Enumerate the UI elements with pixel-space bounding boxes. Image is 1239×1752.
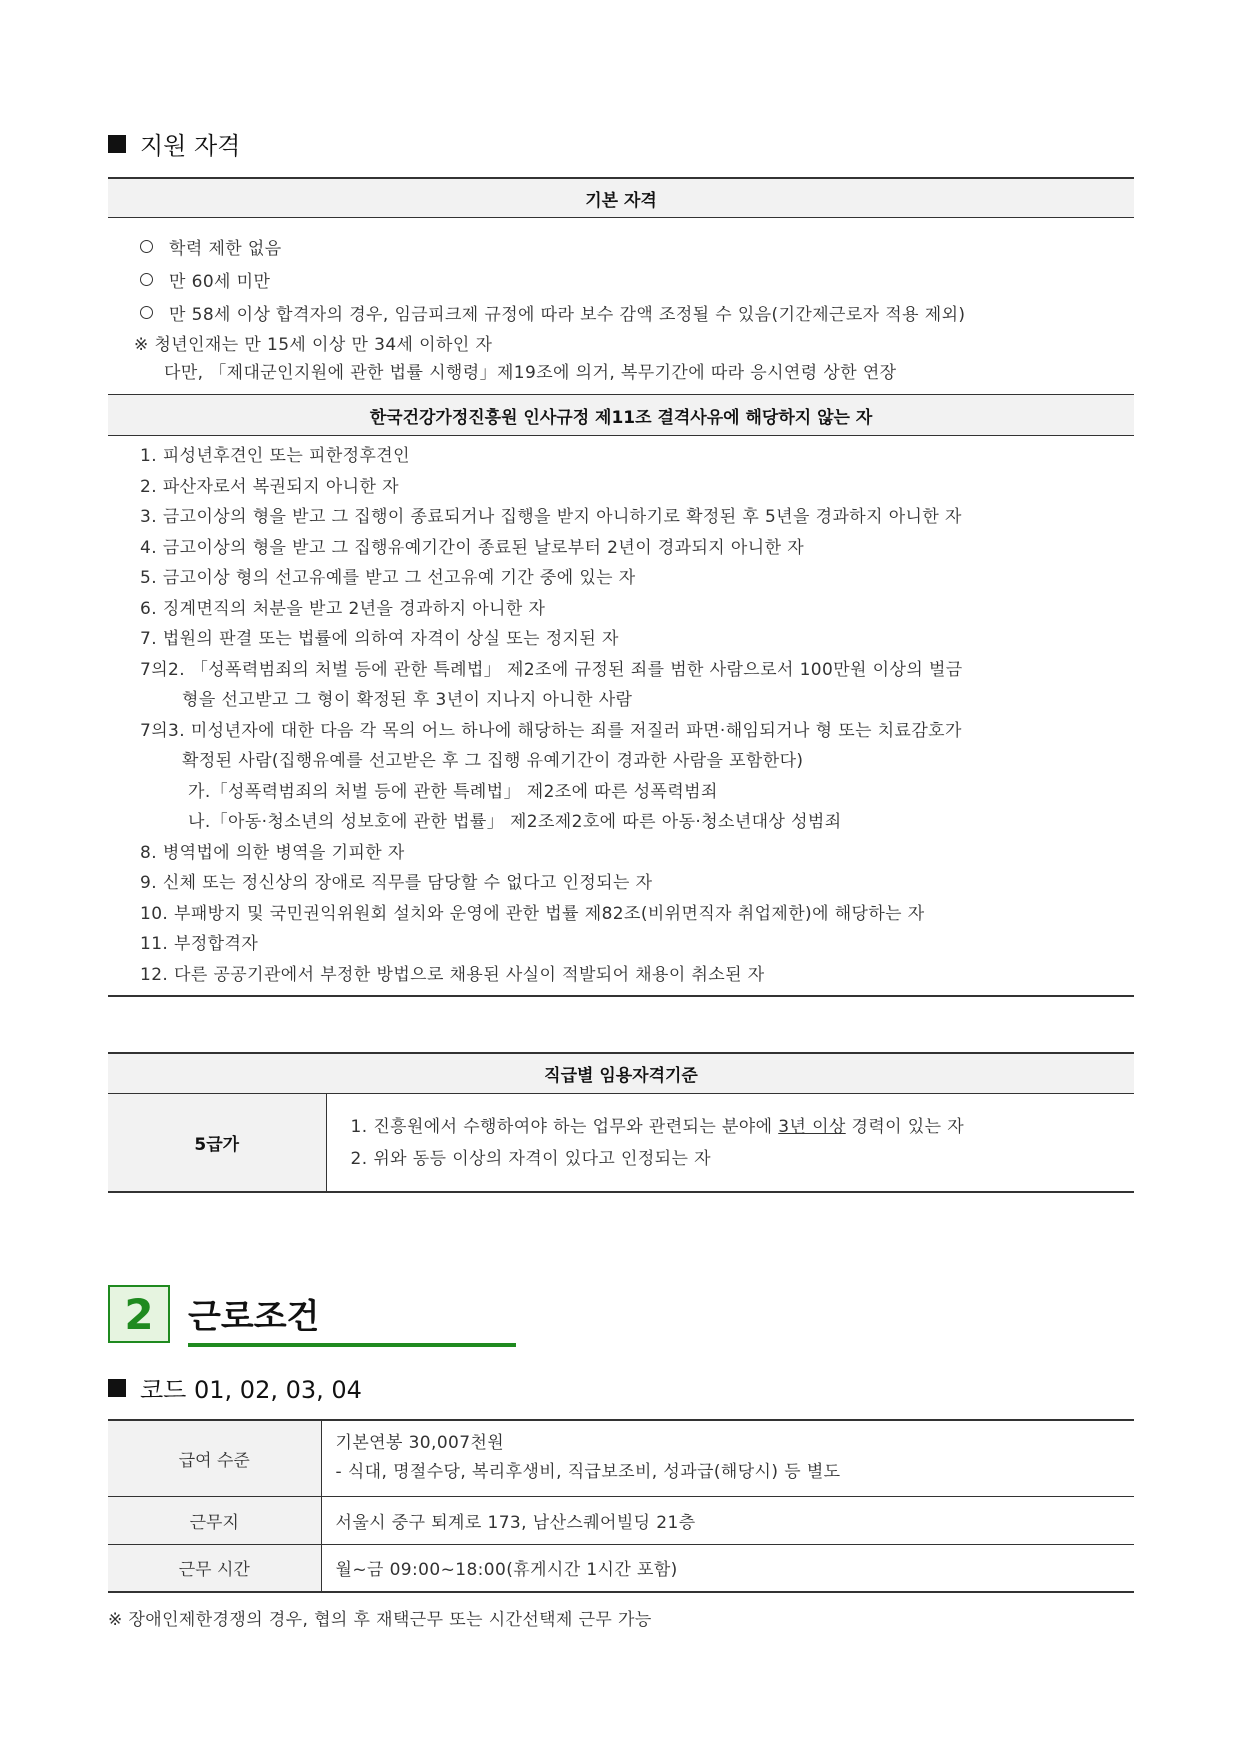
list-item: 1. 피성년후견인 또는 피한정후견인: [140, 446, 410, 466]
circle-bullet-icon: [140, 240, 153, 253]
list-item: 7. 법원의 판결 또는 법률에 의하여 자격이 상실 또는 정지된 자: [140, 629, 619, 649]
heading-text: 지원 자격: [140, 132, 241, 160]
grade-cell: 5급가: [108, 1094, 326, 1192]
salary-value: 기본연봉 30,007천원 - 식대, 명절수당, 복리후생비, 직급보조비, 성과급(해당시) 등 별도: [321, 1420, 1134, 1496]
age-extension-note: 다만, 「제대군인지원에 관한 법률 시행령」제19조에 의거, 복무기간에 따라 응시연령 상한 연장: [164, 363, 897, 383]
work-hours-label: 근무 시간: [108, 1544, 321, 1592]
section-heading-qualification: [108, 126, 240, 161]
list-item: 12. 다른 공공기관에서 부정한 방법으로 채용된 사실이 적발되어 채용이 취소된 자: [140, 964, 765, 985]
workplace-label: 근무지: [108, 1496, 321, 1544]
list-item: 7의3. 미성년자에 대한 다음 각 목의 어느 하나에 해당하는 죄를 저질러 파면·해임되거나 형 또는 치료감호가: [140, 720, 962, 741]
disqualification-header: 한국건강가정진흥원 인사규정 제11조 결격사유에 해당하지 않는 자: [108, 394, 1134, 436]
list-item: 만 58세 이상 합격자의 경우, 임금피크제 규정에 따라 보수 감액 조정될 수 있음(기간제근로자 적용 제외): [108, 296, 1134, 329]
youth-note: ※ 청년인재는 만 15세 이상 만 34세 이하인 자: [134, 335, 493, 355]
list-item: 7의2. 「성폭력범죄의 처벌 등에 관한 특례법」 제2조에 규정된 죄를 범한 사람으로서 100만원 이상의 벌금: [140, 659, 963, 680]
list-item: 9. 신체 또는 정신상의 장애로 직무를 담당할 수 없다고 인정되는 자: [140, 873, 653, 893]
list-item: 학력 제한 없음: [108, 230, 1134, 263]
disqualification-box: [108, 394, 1134, 997]
workplace-value: 서울시 중구 퇴계로 173, 남산스퀘어빌딩 21층: [321, 1496, 1134, 1544]
table-row: [108, 1496, 1134, 1544]
section-title-underline: [188, 1343, 516, 1347]
grade-criteria-cell: [326, 1094, 1134, 1192]
list-item: 3. 금고이상의 형을 받고 그 집행이 종료되거나 집행을 받지 아니하기로 확정된 후 5년을 경과하지 아니한 자: [140, 507, 962, 527]
circle-bullet-icon: [140, 306, 153, 319]
list-item: 11. 부정합격자: [140, 934, 259, 954]
list-subitem: 나.「아동·청소년의 성보호에 관한 법률」 제2조제2호에 따른 아동·청소년대상 성범죄: [188, 812, 842, 832]
table-row: [108, 1420, 1134, 1496]
code-heading: [108, 1370, 362, 1405]
circle-bullet-icon: [140, 273, 153, 286]
disqualification-list: [108, 436, 1134, 997]
list-item-continuation: 확정된 사람(집행유예를 선고받은 후 그 집행 유예기간이 경과한 사람을 포함한다): [182, 751, 804, 771]
salary-label: 급여 수준: [108, 1420, 321, 1496]
list-item-continuation: 형을 선고받고 그 형이 확정된 후 3년이 지나지 아니한 사람: [182, 690, 633, 710]
list-item: 2. 파산자로서 복권되지 아니한 자: [140, 476, 399, 497]
rank-criteria-table: [108, 1094, 1134, 1193]
basic-qualification-box: [108, 177, 1134, 387]
list-item: 5. 금고이상 형의 선고유예를 받고 그 선고유예 기간 중에 있는 자: [140, 568, 636, 588]
table-row: [108, 1544, 1134, 1592]
basic-qualification-list: [108, 218, 1134, 387]
code-heading-text: 코드 01, 02, 03, 04: [140, 1376, 362, 1404]
section-title: 근로조건: [188, 1297, 320, 1337]
section-number-badge: 2: [108, 1285, 170, 1343]
list-item: 8. 병역법에 의한 병역을 기피한 자: [140, 842, 405, 863]
disability-work-note: ※ 장애인제한경쟁의 경우, 협의 후 재택근무 또는 시간선택제 근무 가능: [108, 1610, 652, 1630]
list-subitem: 가.「성폭력범죄의 처벌 등에 관한 특례법」 제2조에 따른 성폭력범죄: [188, 781, 718, 802]
rank-criteria-header: 직급별 임용자격기준: [108, 1052, 1134, 1094]
criteria-line-2: 2. 위와 동등 이상의 자격이 있다고 인정되는 자: [350, 1148, 711, 1169]
square-bullet-icon: [108, 135, 126, 153]
section-2-heading: [108, 1285, 319, 1343]
list-item: 10. 부패방지 및 국민권익위원회 설치와 운영에 관한 법률 제82조(비위면직자 취업제한)에 해당하는 자: [140, 903, 925, 924]
list-item: 만 60세 미만: [108, 263, 1134, 296]
basic-qualification-header: 기본 자격: [108, 177, 1134, 218]
list-item: 4. 금고이상의 형을 받고 그 집행유예기간이 종료된 날로부터 2년이 경과되지 아니한 자: [140, 537, 805, 558]
list-item: 6. 징계면직의 처분을 받고 2년을 경과하지 아니한 자: [140, 598, 546, 619]
working-conditions-table: [108, 1419, 1134, 1593]
rank-criteria-box: [108, 1052, 1134, 1193]
square-bullet-icon: [108, 1379, 126, 1397]
criteria-line-1: 1. 진흥원에서 수행하여야 하는 업무와 관련되는 분야에 3년 이상 경력이 있는 자: [350, 1116, 965, 1137]
experience-years: 3년 이상: [778, 1116, 846, 1137]
work-hours-value: 월~금 09:00~18:00(휴게시간 1시간 포함): [321, 1544, 1134, 1592]
